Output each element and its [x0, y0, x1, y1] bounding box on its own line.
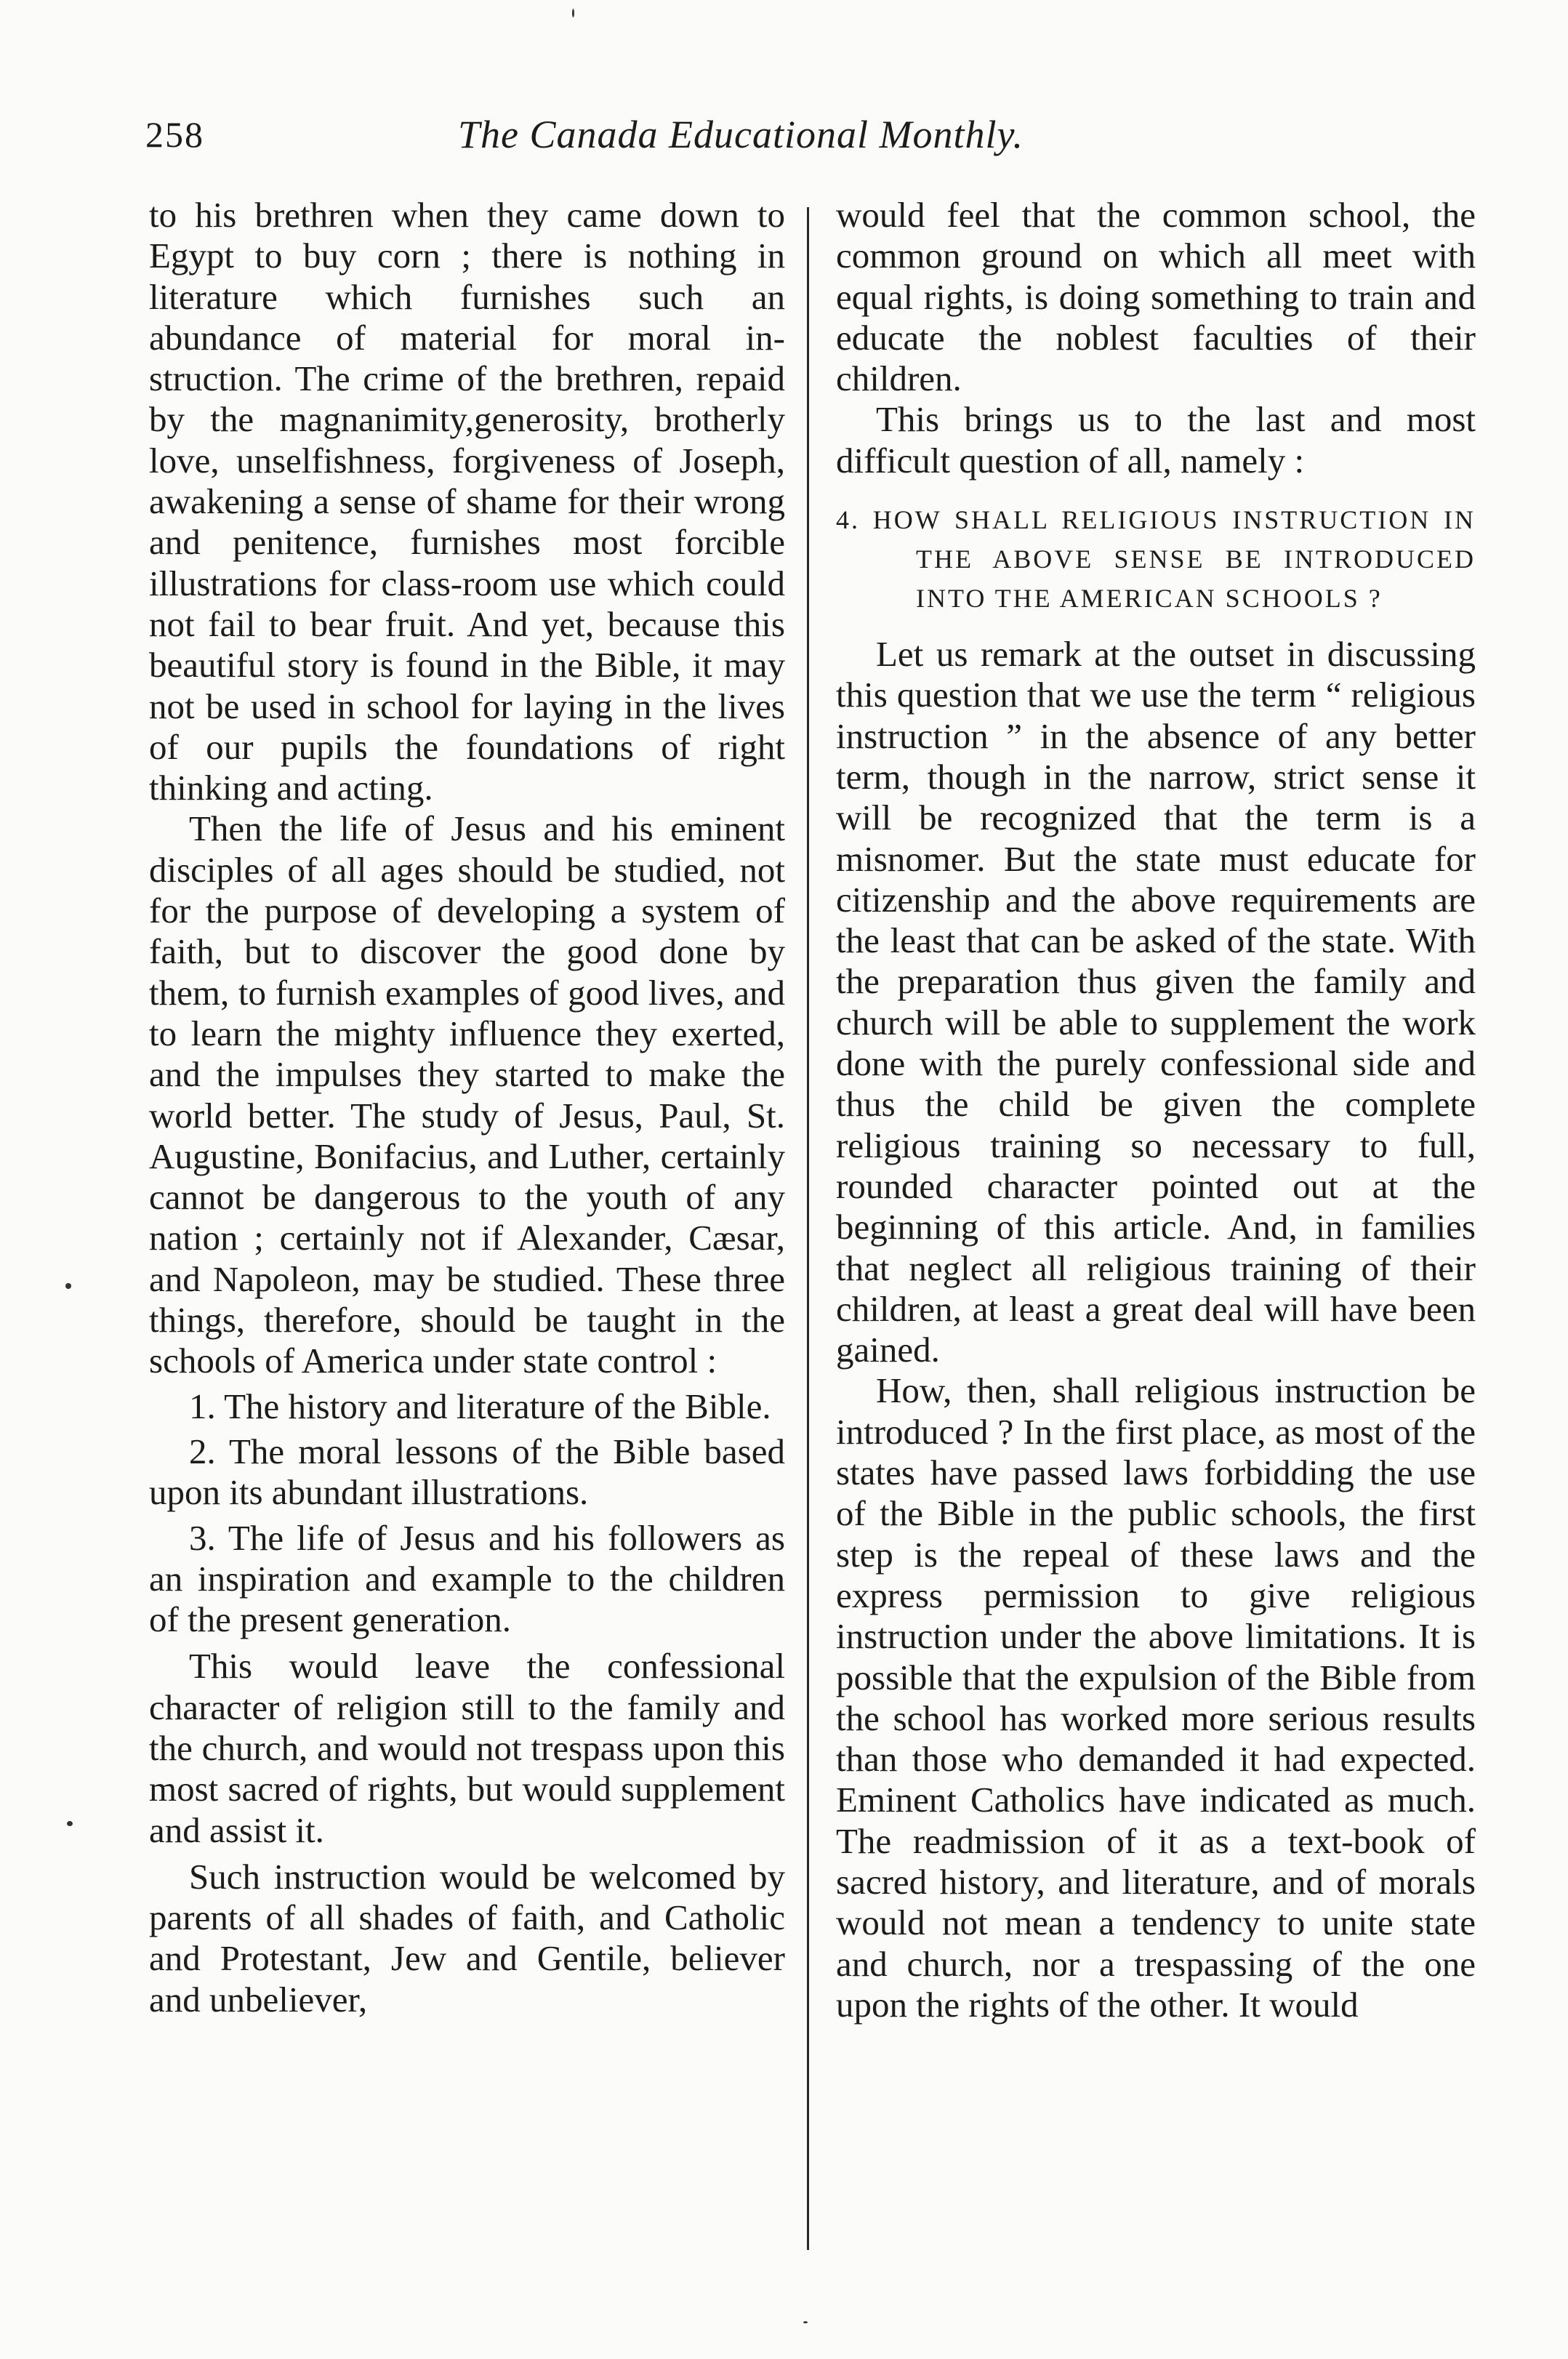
right-paragraph-2: This brings us to the last and most difficult question of all, namely : — [836, 399, 1476, 481]
list-item-1: 1. The history and literature of the Bible. — [189, 1386, 771, 1426]
right-paragraph-1: would feel that the common school, the common ground on which all meet with equal rights, is doing something to train and educate the noblest faculties of their children. — [836, 195, 1476, 399]
left-paragraph-3: This would leave the confessional character of religion still to the family and the church, and would not trespass upon this most sacred of rights, but would supplement and assist it. — [149, 1646, 785, 1850]
list-item-3: 3. The life of Jesus and his followers as an inspiration and example to the children of the present generation. — [149, 1517, 785, 1640]
print-speck — [572, 9, 574, 17]
section-heading: 4. HOW SHALL RELIGIOUS INSTRUCTION IN THE ABOVE SENSE BE INTRODUCED INTO THE AMERICAN SCHOOLS ? — [836, 505, 1476, 614]
page-number: 258 — [145, 114, 204, 155]
left-column — [149, 195, 785, 2020]
print-speck — [803, 2321, 808, 2323]
print-speck — [65, 1283, 71, 1289]
right-paragraph-4: How, then, shall religious instruction be introduced ? In the first place, as most of the states have passed laws forbidding the use of the Bible in the public schools, the first step is the repeal of these laws and the express permission to give religious instruction under the above limitations. It is possible that the expulsion of the Bible from the school has worked more serious results than those who demanded it had expected. Eminent Catholics have indicated as much. The readmission of it as a text-book of sacred history, and literature, and of morals would not mean a tendency to unite state and church, nor a trespassing of the one upon the rights of the other. It would — [836, 1370, 1476, 2025]
right-paragraph-3: Let us remark at the outset in discussing this question that we use the term “ religious instruction ” in the absence of any better term, though in the narrow, strict sense it will be recognized that the term is a misnomer. But the state must educate for citizenship and the above requirements are the least that can be asked of the state. With the preparation thus given the family and church will be able to supplement the work done with the purely confessional side and thus the child be given the complete religious training so necessary to full, rounded character pointed out at the beginning of this article. And, in families that neglect all religious training of their children, at least a great deal will have been gained. — [836, 634, 1476, 1370]
running-title: The Canada Educational Monthly. — [458, 113, 1024, 156]
print-speck — [67, 1821, 73, 1826]
column-divider — [807, 207, 809, 2250]
left-paragraph-2: Then the life of Jesus and his eminent disciples of all ages should be studied, not for the purpose of developing a system of faith, but to discover the good done by them, to furnish examples of good lives, and to learn the mighty influence they exerted, and the impulses they started to make the world better. The study of Jesus, Paul, St. Augustine, Bonifacius, and Luther, certainly cannot be dangerous to the youth of any nation ; certainly not if Alexander, Cæsar, and Napoleon, may be studied. These three things, therefore, should be taught in the schools of America under state control : — [149, 808, 785, 1381]
left-paragraph-1: to his brethren when they came down to Egypt to buy corn ; there is nothing in literature which furnishes such an abundance of material for moral in-struction. The crime of the brethren, repaid by the magnanimity,generosity, brotherly love, unselfishness, forgiveness of Joseph, awakening a sense of shame for their wrong and penitence, furnishes most forcible illustrations for class-room use which could not fail to bear fruit. And yet, because this beautiful story is found in the Bible, it may not be used in school for laying in the lives of our pupils the foundations of right thinking and acting. — [149, 195, 785, 808]
left-paragraph-4: Such instruction would be welcomed by parents of all shades of faith, and Catholic and Protestant, Jew and Gentile, believer and unbeliever, — [149, 1856, 785, 2020]
list-item-2: 2. The moral lessons of the Bible based upon its abundant illustrations. — [149, 1431, 785, 1513]
page-header — [145, 109, 1468, 160]
right-column — [836, 195, 1476, 2025]
